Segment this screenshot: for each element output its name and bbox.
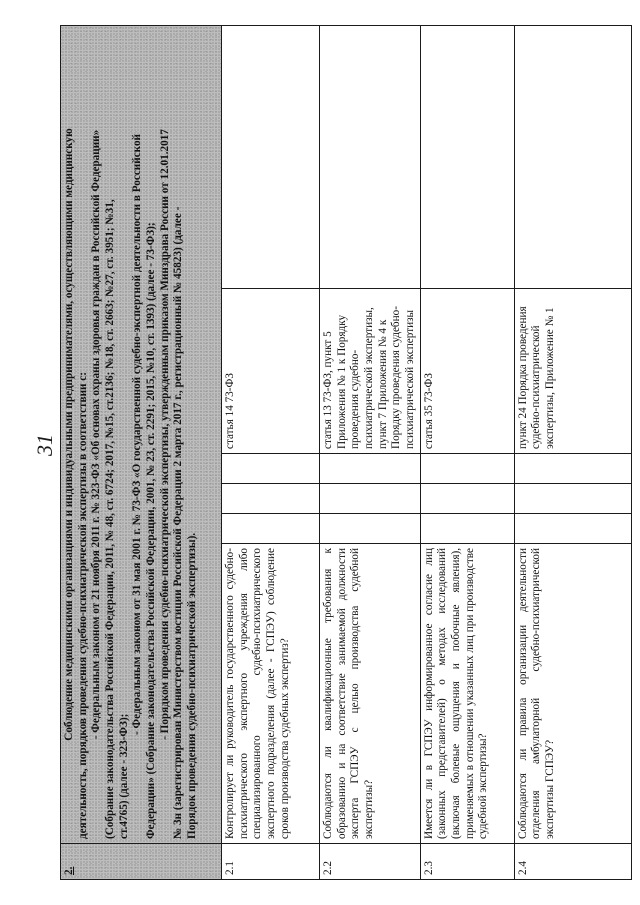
answer-yes-cell[interactable]	[420, 514, 514, 544]
row-number: 2.1	[222, 844, 320, 880]
table-row	[222, 26, 320, 880]
answer-na-cell[interactable]	[420, 454, 514, 484]
row-note-cell[interactable]	[420, 26, 514, 289]
answer-no-cell[interactable]	[320, 484, 421, 514]
section-line: - Федеральным законом от 21 ноября 2011 г. № 323-ФЗ «Об основах охраны здоровья граждан в Российской Федерации»	[90, 129, 103, 740]
row-reference: статья 35 73-ФЗ	[420, 289, 514, 454]
table-row	[514, 26, 631, 880]
row-note-cell[interactable]	[222, 26, 320, 289]
answer-na-cell[interactable]	[222, 454, 320, 484]
answer-yes-cell[interactable]	[320, 514, 421, 544]
row-question: Соблюдаются ли квалификационные требования к образованию и на соответствие занимаемой должности эксперта ГСПЭУ с целью производства судебной экспертизы?	[320, 544, 421, 844]
section-header-text	[61, 26, 222, 844]
answer-no-cell[interactable]	[420, 484, 514, 514]
section-line: ст.4765) (далее - 323-ФЗ);	[117, 713, 130, 839]
section-line: Федерации» (Собрание законодательства Российской Федерации, 2001, № 23, ст. 2291; 2015, №10, ст. 1393) (далее - 73-ФЗ);	[144, 222, 157, 839]
row-question: Контролирует ли руководитель государственного судебно-психиатрического экспертного учреждения либо специализированного судебно-психиатрического экспертного подразделения (далее - ГСПЭУ) соблюдение сроков производства судебных экспертиз?	[222, 544, 320, 844]
section-line: № 3н (зарегистрирован Министерством юстиции Российской Федерации 2 марта 2017 г., регистрационный № 45823) (далее -	[172, 206, 185, 839]
answer-na-cell[interactable]	[514, 454, 631, 484]
page-number: 31	[32, 434, 57, 456]
row-number: 2.2	[320, 844, 421, 880]
table-row	[420, 26, 514, 880]
section-number: 2.	[61, 844, 222, 880]
answer-yes-cell[interactable]	[514, 514, 631, 544]
section-line: Порядок проведения судебно-психиатрической экспертизы).	[185, 532, 198, 839]
answer-yes-cell[interactable]	[222, 514, 320, 544]
checklist-table-rotated	[60, 25, 620, 880]
row-question: Имеется ли в ГСПЭУ информированное согласие лиц (законных представителей) о методах исследований (включая болевые ощущения и побочные явления), применяемых в отношении указанных лиц при производстве судебной экспертизы?	[420, 544, 514, 844]
section-line: Соблюдение медицинскими организациями и индивидуальными предпринимателями, осуществляющими медицинскую	[63, 128, 75, 741]
table-row	[320, 26, 421, 880]
answer-na-cell[interactable]	[320, 454, 421, 484]
row-note-cell[interactable]	[514, 26, 631, 289]
answer-no-cell[interactable]	[514, 484, 631, 514]
row-reference: статья 14 73-ФЗ	[222, 289, 320, 454]
checklist-table	[60, 25, 632, 880]
row-reference: пункт 24 Порядка проведения судебно-психиатрической экспертизы, Приложение № 1	[514, 289, 631, 454]
row-question: Соблюдаются ли правила организации деятельности отделения амбулаторной судебно-психиатрической экспертизы ГСПЭУ?	[514, 544, 631, 844]
row-number: 2.4	[514, 844, 631, 880]
section-line: деятельность, порядков проведения судебно-психиатрической экспертизы в соответствии с:	[76, 372, 89, 839]
section-line: (Собрание законодательства Российской Федерации, 2011, № 48, ст. 6724; 2017, №15, ст.2136; №18, ст. 2663; №27, ст. 3951; №31,	[103, 199, 116, 839]
row-number: 2.3	[420, 844, 514, 880]
section-line: - Федеральным законом от 31 мая 2001 г. № 73-ФЗ «О государственной судебно-экспертной деятельности в Российской	[131, 133, 144, 736]
section-line: - Порядком проведения судебно-психиатрической экспертизы, утвержденным приказом Минздрава России от 12.01.2017	[158, 129, 171, 740]
section-header-row	[61, 26, 222, 880]
answer-no-cell[interactable]	[222, 484, 320, 514]
row-reference: статья 13 73-ФЗ, пункт 5 Приложения № 1 к Порядку проведения судебно-психиатрической экспертизы, пункт 7 Приложения № 4 к Порядку проведения судебно-психиатрической экспертизы	[320, 289, 421, 454]
row-note-cell[interactable]	[320, 26, 421, 289]
